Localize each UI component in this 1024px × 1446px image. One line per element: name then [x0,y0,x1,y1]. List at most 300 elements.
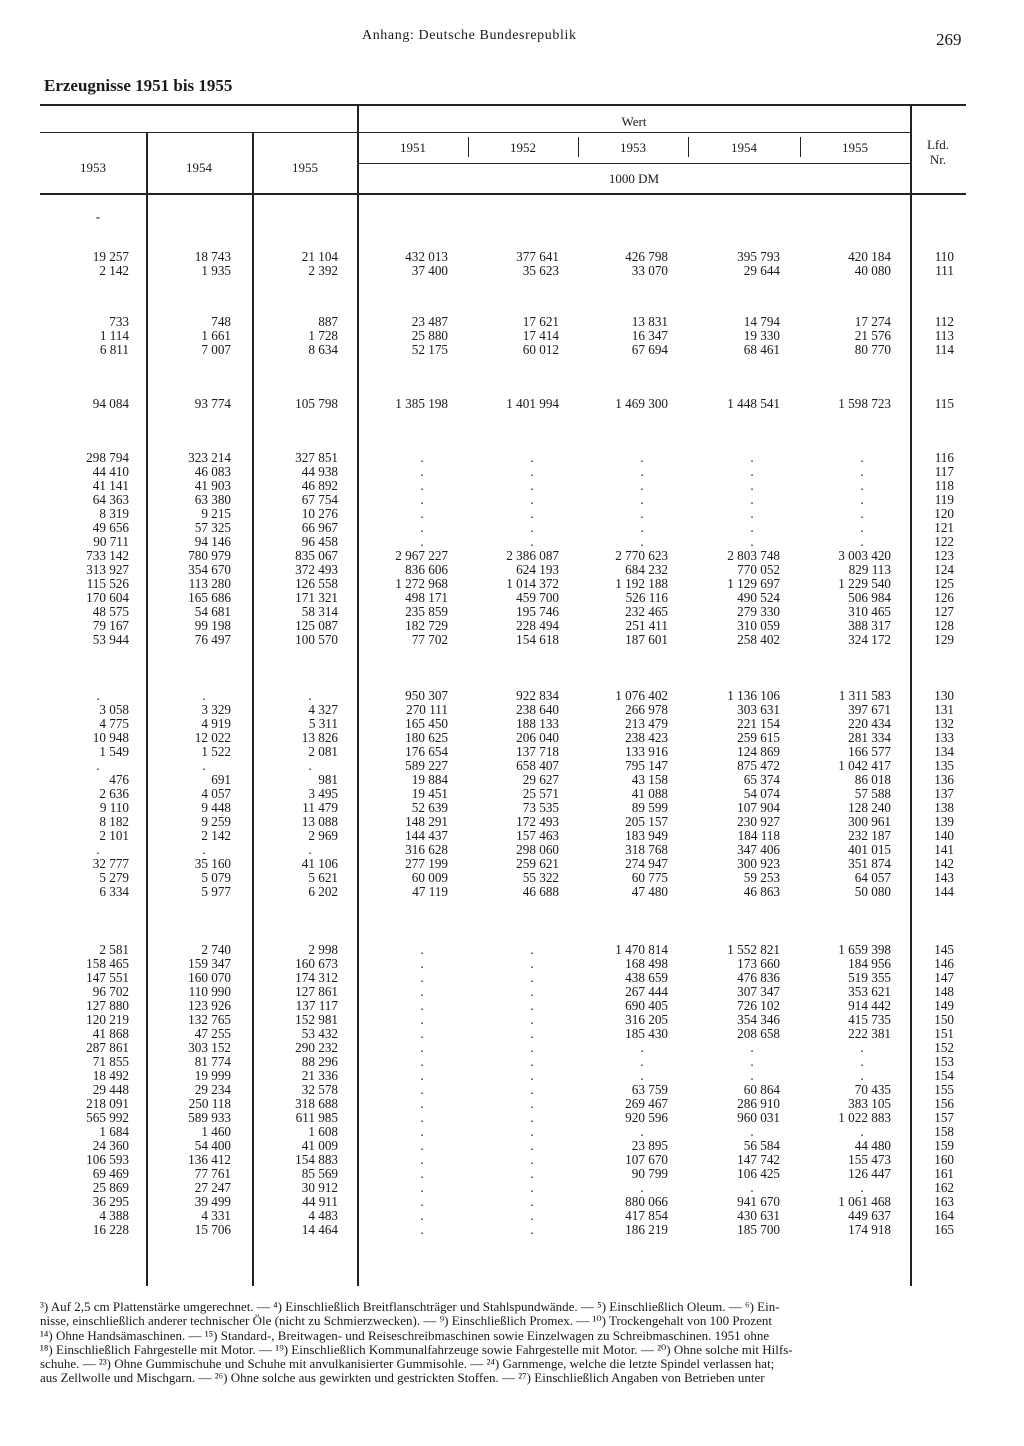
value-1952-cell: 206 040 [516,730,559,745]
quantity-1953-cell: 127 880 [86,998,129,1013]
value-1952-cell: 1 401 994 [506,396,559,411]
table-row [0,343,1024,357]
quantity-1953-cell: 1 114 [99,328,129,343]
quantity-1954-cell: 354 670 [188,562,231,577]
value-1955-cell: 126 447 [848,1166,891,1181]
quantity-1954-cell: . [202,688,206,703]
quantity-1955-cell: 58 314 [301,604,338,619]
value-1951-cell: . [420,1096,424,1111]
quantity-1955-cell: 96 458 [301,534,338,549]
lfd-nr-cell: 148 [934,984,954,999]
value-1951-cell: 1 272 968 [395,576,448,591]
quantity-1954-cell: 41 903 [194,478,231,493]
wert-heading: Wert [621,114,647,129]
quantity-1954-cell: 94 146 [194,534,231,549]
lfd-nr-cell: 149 [934,998,954,1013]
value-1952-cell: . [530,506,534,521]
lfd-nr-cell: 135 [934,758,954,773]
quantity-1953-cell: 79 167 [92,618,129,633]
value-1954-cell: 300 923 [737,856,780,871]
quantity-1955-cell: 174 312 [295,970,338,985]
table-title: Erzeugnisse 1951 bis 1955 [44,76,233,95]
value-1954-cell: 221 154 [737,716,780,731]
lfd-nr-cell: 133 [934,730,954,745]
value-1953-cell: 251 411 [625,618,668,633]
value-1953-cell: . [640,1180,644,1195]
lfd-nr-cell: 129 [934,632,954,647]
quantity-1953-cell: 10 948 [92,730,129,745]
value-1953-cell: . [640,534,644,549]
quantity-1955-cell: 13 826 [301,730,338,745]
quantity-1954-cell: 9 448 [201,800,231,815]
value-1952-cell: 73 535 [522,800,559,815]
value-1951-cell: . [420,956,424,971]
value-1951-cell: 1 385 198 [395,396,448,411]
quantity-1953-cell: 6 811 [99,342,129,357]
quantity-1955-cell: 127 861 [295,984,338,999]
value-1953-cell: 1 192 188 [615,576,668,591]
quantity-1954-cell: 7 007 [201,342,231,357]
lfd-nr-cell: 139 [934,814,954,829]
quantity-1954-cell: 1 935 [201,263,231,278]
table-row [0,843,1024,857]
value-1955-cell: 388 317 [848,618,891,633]
lfd-nr-cell: 132 [934,716,954,731]
value-1954-cell: 65 374 [743,772,780,787]
value-1953-cell: . [640,1054,644,1069]
value-1951-cell: 270 111 [406,702,448,717]
table-row [0,1195,1024,1209]
quantity-1954-cell: 47 255 [194,1026,231,1041]
value-1954-cell: 770 052 [737,562,780,577]
value-1954-cell: 941 670 [737,1194,780,1209]
value-1954-cell: . [750,1124,754,1139]
lfd-nr-cell: 142 [934,856,954,871]
table-row [0,1069,1024,1083]
value-1954-cell: 286 910 [737,1096,780,1111]
lfd-nr-cell: 122 [934,534,954,549]
quantity-1955-cell: 327 851 [295,450,338,465]
footnote-line: schuhe. — ²³) Ohne Gummischuhe und Schuhe mit anvulkanisierter Gummisohle. — ²⁴) Garnmenge, welche die letzte Spindel verlassen hat; [40,1357,775,1372]
lfd-nr-cell: 118 [934,478,954,493]
value-1953-cell: . [640,464,644,479]
value-1952-cell: . [530,984,534,999]
value-1955-cell: 420 184 [848,249,891,264]
quantity-1953-cell: 53 944 [92,632,129,647]
value-1953-cell: 1 469 300 [615,396,668,411]
table-row [0,1041,1024,1055]
quantity-1955-cell: 2 392 [308,263,338,278]
lfd-nr-cell: 137 [934,786,954,801]
quantity-1954-cell: 29 234 [194,1082,231,1097]
footnote-line: ³) Auf 2,5 cm Plattenstärke umgerechnet. — ⁴) Einschließlich Breitflanschträger und Stahlspundwände. — ⁵) Einschließlich Oleum. — ⁶) Ein- [40,1300,780,1314]
lfd-nr-cell: 145 [934,942,954,957]
footnote-line: aus Zellwolle und Mischgarn. — ²⁶) Ohne solche aus gewirkten und gestrickten Stoffen. — ²⁷) Einschließlich Angaben von Betrieben unter [40,1371,765,1386]
value-1951-cell: . [420,942,424,957]
lfd-nr-cell: 127 [934,604,954,619]
quantity-1954-cell: 250 118 [188,1096,231,1111]
footnote-line: ¹⁸) Einschließlich Fahrgestelle mit Motor. — ¹⁹) Einschließlich Kommunalfahrzeuge sowie Fahrgestelle mit Motor. — ²⁰) Ohne solche mit Hilfs- [40,1342,793,1357]
quantity-1954-cell: 5 977 [201,884,231,899]
value-1951-cell: 176 654 [405,744,448,759]
footnote-line: ¹⁴) Ohne Handsämaschinen. — ¹⁵) Standard-, Breitwagen- und Reiseschreibmaschinen sowie Einzelwagen zu Schreibmaschinen. 1951 ohne [40,1328,770,1343]
table-row [0,397,1024,411]
value-1955-cell: . [860,1068,864,1083]
value-1955-cell: 174 918 [848,1222,891,1237]
value-1954-cell: 19 330 [743,328,780,343]
col-head-1953: 1953 [80,160,106,175]
table-row [0,1139,1024,1153]
value-1955-cell: 70 435 [854,1082,891,1097]
value-1952-cell: 60 012 [522,342,559,357]
value-1954-cell: . [750,1068,754,1083]
value-1954-cell: 1 448 541 [727,396,780,411]
value-1951-cell: . [420,1082,424,1097]
value-1951-cell: . [420,450,424,465]
footnotes [40,1300,966,1386]
quantity-1955-cell: 160 673 [295,956,338,971]
value-1952-cell: 35 623 [522,263,559,278]
table-row [0,885,1024,899]
quantity-1954-cell: 46 083 [194,464,231,479]
value-1951-cell: . [420,1026,424,1041]
quantity-1955-cell: 41 009 [301,1138,338,1153]
table-row [0,1111,1024,1125]
value-1952-cell: . [530,1054,534,1069]
value-1952-cell: . [530,1166,534,1181]
lfd-nr-cell: 111 [935,263,954,278]
value-1955-cell: 17 274 [854,314,891,329]
table-row [0,1027,1024,1041]
value-1952-cell: . [530,1208,534,1223]
value-1955-cell: 281 334 [848,730,891,745]
value-1953-cell: 269 467 [625,1096,668,1111]
lfd-nr-cell: 160 [934,1152,954,1167]
quantity-1954-cell: 1 522 [201,744,231,759]
quantity-1955-cell: 32 578 [301,1082,338,1097]
value-1954-cell: 184 118 [737,828,780,843]
value-1953-cell: 316 205 [625,1012,668,1027]
lfd-nr-cell: 147 [934,970,954,985]
quantity-1954-cell: 9 259 [201,814,231,829]
quantity-1954-cell: 780 979 [188,548,231,563]
quantity-1955-cell: 21 336 [301,1068,338,1083]
quantity-1955-cell: 154 883 [295,1152,338,1167]
quantity-1954-cell: 132 765 [188,1012,231,1027]
value-1955-cell: 519 355 [848,970,891,985]
table-row [0,717,1024,731]
value-1953-cell: 185 430 [625,1026,668,1041]
quantity-1953-cell: 9 110 [99,800,129,815]
value-1954-cell: 1 136 106 [727,688,780,703]
value-1955-cell: . [860,492,864,507]
quantity-1953-cell: 218 091 [86,1096,129,1111]
value-1953-cell: 33 070 [631,263,668,278]
value-1953-cell: 274 947 [625,856,668,871]
quantity-1955-cell: 66 967 [301,520,338,535]
quantity-1953-cell: 1 549 [99,744,129,759]
quantity-1953-cell: - [95,209,101,224]
quantity-1953-cell: 106 593 [86,1152,129,1167]
table-row [0,957,1024,971]
quantity-1954-cell: 27 247 [194,1180,231,1195]
quantity-1953-cell: 733 142 [86,548,129,563]
value-1952-cell: . [530,464,534,479]
value-1951-cell: 950 307 [405,688,448,703]
value-1954-cell: 185 700 [737,1222,780,1237]
quantity-1955-cell: . [308,758,312,773]
value-1954-cell: 46 863 [743,884,780,899]
value-1952-cell: 459 700 [516,590,559,605]
value-1955-cell: 324 172 [848,632,891,647]
table-row [0,773,1024,787]
value-1953-cell: 90 799 [631,1166,668,1181]
value-1952-cell: . [530,956,534,971]
quantity-1954-cell: 18 743 [194,249,231,264]
value-1953-cell: 795 147 [625,758,668,773]
value-1955-cell: . [860,506,864,521]
quantity-1954-cell: 159 347 [188,956,231,971]
table-row [0,871,1024,885]
value-1952-cell: 172 493 [516,814,559,829]
quantity-1953-cell: 565 992 [86,1110,129,1125]
value-1951-cell: 316 628 [405,842,448,857]
table-row [0,857,1024,871]
lfd-nr-cell: 144 [934,884,954,899]
value-1951-cell: 23 487 [411,314,448,329]
quantity-1953-cell: 71 855 [92,1054,129,1069]
value-1954-cell: 347 406 [737,842,780,857]
value-1951-cell: 52 175 [411,342,448,357]
value-1955-cell: 1 229 540 [838,576,891,591]
value-1954-cell: 395 793 [737,249,780,264]
quantity-1954-cell: 748 [211,314,231,329]
value-1954-cell: 68 461 [743,342,780,357]
value-1951-cell: . [420,1068,424,1083]
value-1955-cell: 506 984 [848,590,891,605]
value-1954-cell: . [750,478,754,493]
table-row [0,315,1024,329]
value-1955-cell: 80 770 [854,342,891,357]
value-1951-cell: . [420,492,424,507]
value-1952-cell: 137 718 [516,744,559,759]
value-1954-cell: 107 904 [737,800,780,815]
quantity-1954-cell: 99 198 [194,618,231,633]
lfd-nr-cell: 164 [934,1208,954,1223]
value-1954-cell: 208 658 [737,1026,780,1041]
value-1952-cell: 922 834 [516,688,559,703]
value-1955-cell: 1 042 417 [838,758,891,773]
quantity-1954-cell: 57 325 [194,520,231,535]
lfd-nr-cell: 161 [934,1166,954,1181]
value-1955-cell: 128 240 [848,800,891,815]
table-row [0,1125,1024,1139]
table-row [0,1209,1024,1223]
value-1952-cell: 157 463 [516,828,559,843]
table-row [0,985,1024,999]
quantity-1954-cell: 76 497 [194,632,231,647]
lfd-nr-cell: 155 [934,1082,954,1097]
quantity-1955-cell: 137 117 [295,998,338,1013]
table-row [0,1055,1024,1069]
quantity-1954-cell: 110 990 [188,984,231,999]
quantity-1954-cell: 5 079 [201,870,231,885]
value-1953-cell: 43 158 [631,772,668,787]
value-1955-cell: . [860,1054,864,1069]
quantity-1955-cell: 53 432 [301,1026,338,1041]
quantity-1954-cell: 4 057 [201,786,231,801]
lfd-nr-cell: 125 [934,576,954,591]
quantity-1955-cell: 14 464 [301,1222,338,1237]
value-1951-cell: . [420,478,424,493]
lfd-nr-cell: 131 [934,702,954,717]
value-1952-cell: 238 640 [516,702,559,717]
lfd-nr-cell: 121 [934,520,954,535]
lfd-nr-cell: 110 [934,249,954,264]
value-1953-cell: 213 479 [625,716,668,731]
quantity-1953-cell: 298 794 [86,450,129,465]
quantity-1954-cell: 63 380 [194,492,231,507]
quantity-1955-cell: 835 067 [295,548,338,563]
quantity-1953-cell: 41 868 [92,1026,129,1041]
value-1952-cell: . [530,492,534,507]
value-1954-cell: 59 253 [743,870,780,885]
value-1955-cell: 44 480 [854,1138,891,1153]
value-1951-cell: 19 451 [411,786,448,801]
value-1953-cell: 187 601 [625,632,668,647]
quantity-1953-cell: 2 636 [99,786,129,801]
footnote-line: nisse, einschließlich anderer technischer Öle (nicht zu Schmierzwecken). — ⁹) Einschließlich Promex. — ¹⁰) Trockengehalt von 100 Prozent [40,1314,773,1329]
value-1954-cell: . [750,492,754,507]
quantity-1953-cell: 2 101 [99,828,129,843]
quantity-1954-cell: 1 661 [201,328,231,343]
quantity-1955-cell: 21 104 [301,249,338,264]
quantity-1955-cell: 13 088 [301,814,338,829]
value-1951-cell: 144 437 [405,828,448,843]
value-1953-cell: 318 768 [625,842,668,857]
quantity-1953-cell: 25 869 [92,1180,129,1195]
quantity-1954-cell: 136 412 [188,1152,231,1167]
value-1955-cell: 1 022 883 [838,1110,891,1125]
value-1951-cell: . [420,1222,424,1237]
table-row [0,1167,1024,1181]
value-1952-cell: 377 641 [516,249,559,264]
quantity-1953-cell: 287 861 [86,1040,129,1055]
value-1953-cell: . [640,1068,644,1083]
quantity-1953-cell: 6 334 [99,884,129,899]
quantity-1955-cell: 46 892 [301,478,338,493]
quantity-1953-cell: 94 084 [92,396,129,411]
table-row [0,731,1024,745]
value-1952-cell: . [530,520,534,535]
lfd-nr-cell: 159 [934,1138,954,1153]
value-1953-cell: 168 498 [625,956,668,971]
quantity-1955-cell: 30 912 [301,1180,338,1195]
value-1951-cell: . [420,1110,424,1125]
value-1952-cell: 658 407 [516,758,559,773]
value-1953-cell: 426 798 [625,249,668,264]
table-row [0,493,1024,507]
quantity-1955-cell: 67 754 [301,492,338,507]
quantity-1953-cell: 69 469 [92,1166,129,1181]
quantity-1953-cell: 120 219 [86,1012,129,1027]
value-1952-cell: 1 014 372 [506,576,559,591]
table-row [0,759,1024,773]
quantity-1954-cell: 323 214 [188,450,231,465]
value-1951-cell: 60 009 [411,870,448,885]
quantity-1954-cell: 35 160 [194,856,231,871]
value-1952-cell: 624 193 [516,562,559,577]
value-1951-cell: 2 967 227 [395,548,448,563]
value-1953-cell: 2 770 623 [615,548,668,563]
table-row [0,329,1024,343]
value-1952-cell: 259 621 [516,856,559,871]
value-1951-cell: 589 227 [405,758,448,773]
value-1951-cell: 498 171 [405,590,448,605]
quantity-1955-cell: 290 232 [295,1040,338,1055]
quantity-1953-cell: 115 526 [86,576,129,591]
table-row [0,507,1024,521]
quantity-1954-cell: 93 774 [194,396,231,411]
table-row [0,535,1024,549]
quantity-1953-cell: 8 182 [99,814,129,829]
value-1951-cell: 277 199 [405,856,448,871]
value-1955-cell: 1 061 468 [838,1194,891,1209]
value-1951-cell: . [420,534,424,549]
value-1951-cell: 77 702 [411,632,448,647]
value-1953-cell: 438 659 [625,970,668,985]
table-row [0,1097,1024,1111]
quantity-1954-cell: 54 400 [194,1138,231,1153]
lfd-nr-cell: 124 [934,562,954,577]
value-1955-cell: . [860,1180,864,1195]
table-row [0,1083,1024,1097]
value-1951-cell: . [420,1152,424,1167]
quantity-1954-cell: 123 926 [188,998,231,1013]
value-1955-cell: 222 381 [848,1026,891,1041]
value-1952-cell: 17 621 [522,314,559,329]
value-1951-cell: . [420,1054,424,1069]
table-row [0,465,1024,479]
table-row [0,210,1024,224]
value-1953-cell: 684 232 [625,562,668,577]
value-1952-cell: . [530,478,534,493]
quantity-1954-cell: 2 740 [201,942,231,957]
value-1954-cell: 726 102 [737,998,780,1013]
value-1952-cell: 298 060 [516,842,559,857]
value-1955-cell: 86 018 [854,772,891,787]
quantity-1953-cell: 36 295 [92,1194,129,1209]
quantity-1954-cell: 9 215 [201,506,231,521]
value-1953-cell: 186 219 [625,1222,668,1237]
table-row [0,591,1024,605]
value-1954-cell: 476 836 [737,970,780,985]
value-head-1951: 1951 [400,140,426,155]
quantity-1955-cell: 11 479 [302,800,338,815]
value-1954-cell: 258 402 [737,632,780,647]
table-row [0,521,1024,535]
lfd-nr-cell: 123 [934,548,954,563]
quantity-1953-cell: 3 058 [99,702,129,717]
quantity-1953-cell: 4 388 [99,1208,129,1223]
value-1955-cell: 829 113 [848,562,891,577]
value-1954-cell: 1 552 821 [727,942,780,957]
value-1951-cell: . [420,1124,424,1139]
value-1954-cell: 307 347 [737,984,780,999]
lfd-nr-cell: 112 [934,314,954,329]
value-1955-cell: 166 577 [848,744,891,759]
value-1953-cell: 60 775 [631,870,668,885]
